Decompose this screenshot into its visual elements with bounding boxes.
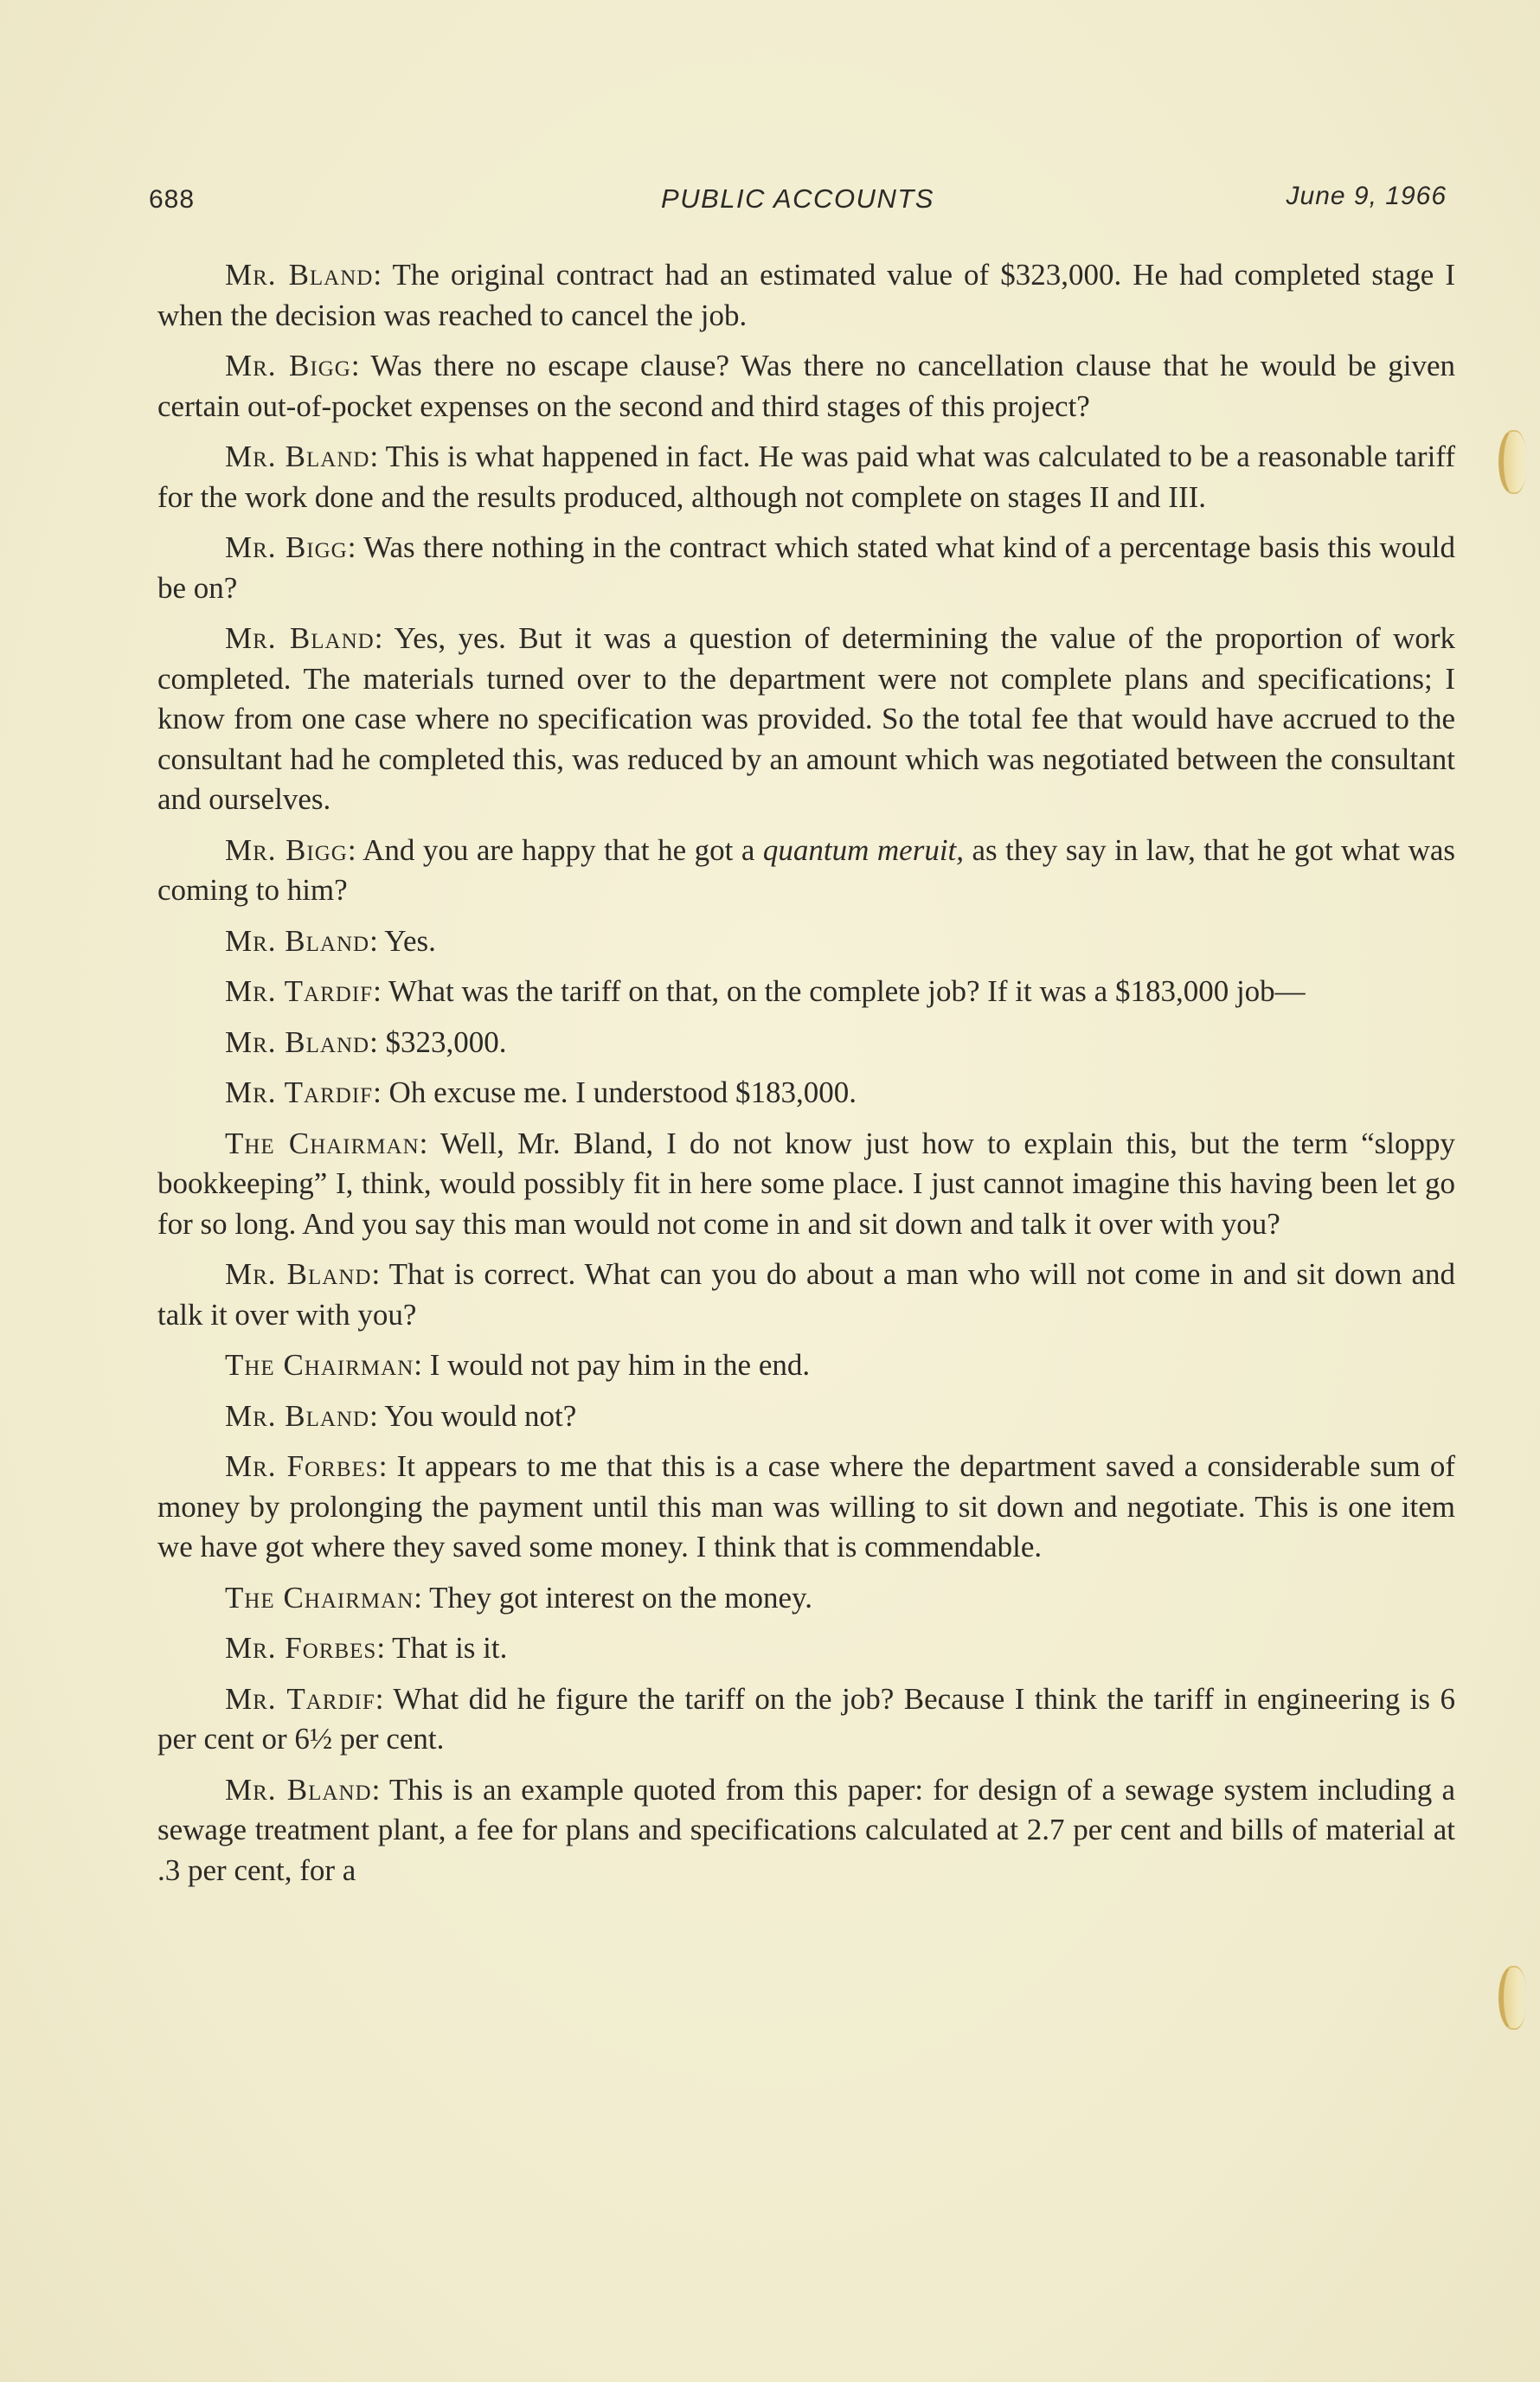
running-title: PUBLIC ACCOUNTS [661, 183, 934, 214]
speaker: Mr. Bland [225, 440, 370, 473]
speech: : Oh excuse me. I understood $183,000. [373, 1075, 857, 1109]
speech: : That is correct. What can you do about a man who will not come in and sit down and talk it over with you? [157, 1257, 1455, 1332]
paragraph [157, 1124, 1455, 1245]
speaker: Mr. Bland [225, 1024, 370, 1059]
speech: : What was the tariff on that, on the complete job? If it was a $183,000 job— [373, 974, 1306, 1008]
speaker: Mr. Bland [225, 1398, 370, 1433]
speaker: Mr. Tardif [225, 1075, 374, 1109]
speech: : I would not pay him in the end. [414, 1348, 811, 1382]
latin-term: quantum meruit, [762, 832, 965, 867]
speaker: The Chairman [225, 1348, 414, 1382]
paragraph [157, 1073, 1455, 1114]
speech: : This is what happened in fact. He was paid what was calculated to be a reasonable tariff for the work done and the results produced, although not complete on stages II and III. [157, 440, 1455, 514]
paragraph [157, 619, 1455, 820]
binder-clip-mark [1498, 1966, 1526, 2030]
speaker: The Chairman [225, 1580, 414, 1615]
speaker: Mr. Bigg [225, 349, 351, 382]
speaker: Mr. Bland [225, 1257, 372, 1291]
speaker: Mr. Bland [225, 1772, 372, 1807]
speaker: Mr. Tardif [225, 1681, 375, 1716]
speech-continued: as they say in law, that he got what was coming to him? [157, 832, 1455, 907]
speaker: Mr. Bland [225, 923, 370, 958]
page-number: 688 [149, 185, 196, 214]
paragraph [157, 1396, 1455, 1437]
speaker: Mr. Bigg [225, 832, 348, 867]
paragraph [157, 1628, 1455, 1669]
speech: : It appears to me that this is a case where the department saved a considerable sum of money by prolonging the payment until this man was willing to sit down and negotiate. This is one item we have got where they saved some money. I think that is commendable. [157, 1449, 1455, 1563]
speaker: Mr. Bland [225, 621, 375, 655]
speech: : You would not? [369, 1398, 577, 1433]
speech: : The original contract had an estimated value of $323,000. He had completed stage I when the decision was reached to cancel the job. [157, 258, 1455, 332]
speaker: Mr. Tardif [225, 974, 374, 1008]
speech: : $323,000. [369, 1024, 507, 1059]
paragraph [157, 972, 1455, 1012]
speaker: Mr. Forbes [225, 1449, 379, 1483]
speech: : That is it. [376, 1631, 508, 1665]
paragraph [157, 1770, 1455, 1891]
speaker: Mr. Bigg [225, 530, 348, 564]
paragraph [157, 346, 1455, 427]
paragraph [157, 1578, 1455, 1619]
speech: : And you are happy that he got a [347, 832, 763, 867]
paragraph [157, 921, 1455, 962]
speech: : Yes, yes. But it was a question of determining the value of the proportion of work completed. The materials turned over to the department were not complete plans and specifications; I know from one case where no specification was provided. So the total fee that would have accrued to the consultant had he completed this, was reduced by an amount which was negotiated between the consultant and ourselves. [157, 621, 1456, 816]
speaker: Mr. Forbes [225, 1631, 377, 1665]
speaker: Mr. Bland [225, 258, 374, 292]
paragraph [157, 1255, 1455, 1335]
running-header [149, 180, 1447, 223]
header-date: June 9, 1966 [1286, 182, 1447, 210]
speech: : Was there nothing in the contract which stated what kind of a percentage basis this would be on? [157, 530, 1455, 605]
paragraph [157, 1679, 1455, 1760]
paragraph [157, 1345, 1455, 1386]
speaker: The Chairman [225, 1126, 420, 1160]
transcript-body [157, 255, 1455, 1901]
speech: : Well, Mr. Bland, I do not know just how to explain this, but the term “sloppy bookkeeping” I, think, would possibly fit in here some place. I just cannot imagine this having been let go for so long. And you say this man would not come in and sit down and talk it over with you? [157, 1126, 1455, 1241]
speech: : They got interest on the money. [414, 1580, 812, 1615]
paragraph [157, 255, 1455, 336]
paragraph [157, 831, 1455, 911]
paragraph [157, 1447, 1455, 1568]
speech: : What did he figure the tariff on the job? Because I think the tariff in engineering is 6 per cent or 6½ per cent. [157, 1681, 1455, 1756]
paragraph [157, 437, 1455, 517]
speech: : This is an example quoted from this paper: for design of a sewage system including a sewage treatment plant, a fee for plans and specifications calculated at 2.7 per cent and bills of material at .3 per cent, for a [157, 1772, 1455, 1887]
speech: : Was there no escape clause? Was there no cancellation clause that he would be given certain out-of-pocket expenses on the second and third stages of this project? [157, 349, 1455, 423]
paragraph [157, 528, 1455, 608]
binder-clip-mark [1498, 430, 1526, 494]
paragraph [157, 1023, 1455, 1063]
speech: : Yes. [369, 923, 436, 958]
